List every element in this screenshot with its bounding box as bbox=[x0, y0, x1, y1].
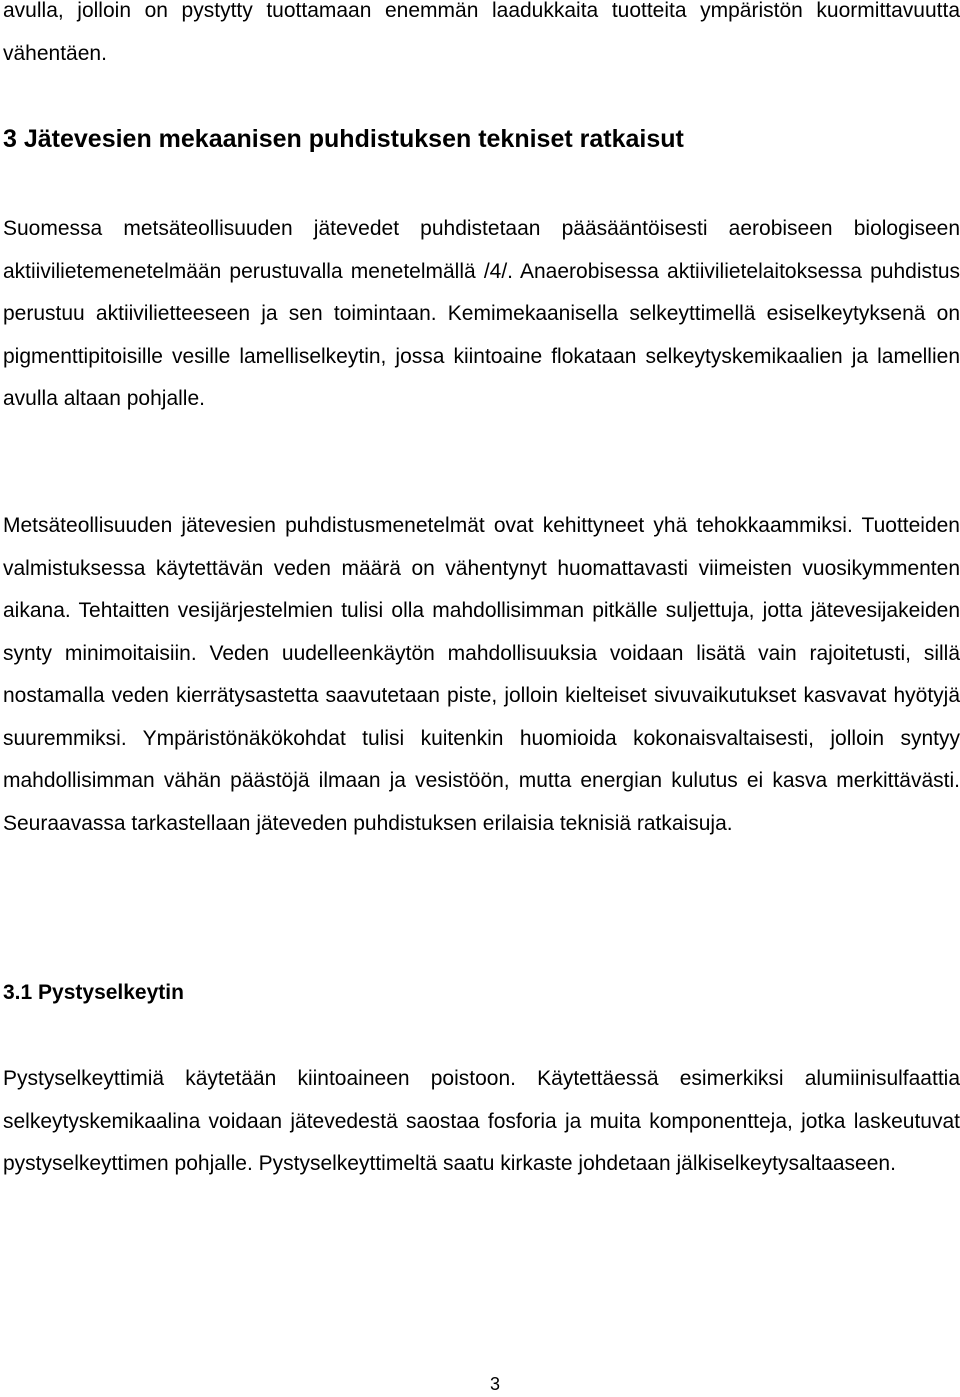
page-number: 3 bbox=[489, 1374, 500, 1394]
section-3-paragraph-1: Suomessa metsäteollisuuden jätevedet puhdistetaan pääsääntöisesti aerobiseen biologiseen aktiivilietemenetelmään perustuvalla menetelmällä /4/. Anaerobisessa aktiivilietelaitoksessa puhdistus perustuu aktiivilietteeseen ja sen toimintaan. Kemimekaanisella selkeyttimellä esiselkeytyksenä on pigmenttipitoisille vesille lamelliselkeytin, jossa kiintoaine flokataan selkeytyskemikaalien ja lamellien avulla altaan pohjalle. bbox=[3, 217, 960, 410]
intro-continuation-paragraph: avulla, jolloin on pystytty tuottamaan enemmän laadukkaita tuotteita ympäristön kuormittavuutta vähentäen. bbox=[3, 0, 960, 65]
section-3-paragraph-2: Metsäteollisuuden jätevesien puhdistusmenetelmät ovat kehittyneet yhä tehokkaammiksi. Tuotteiden valmistuksessa käytettävän veden määrä on vähentynyt huomattavasti viimeisten vuosikymmenten aikana. Tehtaitten vesijärjestelmien tulisi olla mahdollisimman pitkälle suljettuja, jotta jätevesijakeiden synty minimoitaisiin. Veden uudelleenkäytön mahdollisuuksia voidaan lisätä vain rajoitetusti, sillä nostamalla veden kierrätysastetta saavutetaan piste, jolloin kielteiset sivuvaikutukset kasvavat hyötyjä suuremmiksi. Ympäristönäkökohdat tulisi kuitenkin huomioida kokonaisvaltaisesti, jolloin syntyy mahdollisimman vähän päästöjä ilmaan ja vesistöön, mutta energian kulutus ei kasva merkittävästi. Seuraavassa tarkastellaan jäteveden puhdistuksen erilaisia teknisiä ratkaisuja. bbox=[3, 514, 960, 835]
section-3-1-paragraph: Pystyselkeyttimiä käytetään kiintoaineen poistoon. Käytettäessä esimerkiksi alumiinisulfaattia selkeytyskemikaalina voidaan jätevedestä saostaa fosforia ja muita komponentteja, jotka laskeutuvat pystyselkeyttimen pohjalle. Pystyselkeyttimeltä saatu kirkaste johdetaan jälkiselkeytysaltaaseen. bbox=[3, 1067, 960, 1175]
section-3-1-heading: 3.1 Pystyselkeytin bbox=[3, 981, 184, 1004]
section-3-heading: 3 Jätevesien mekaanisen puhdistuksen tekniset ratkaisut bbox=[3, 125, 684, 153]
